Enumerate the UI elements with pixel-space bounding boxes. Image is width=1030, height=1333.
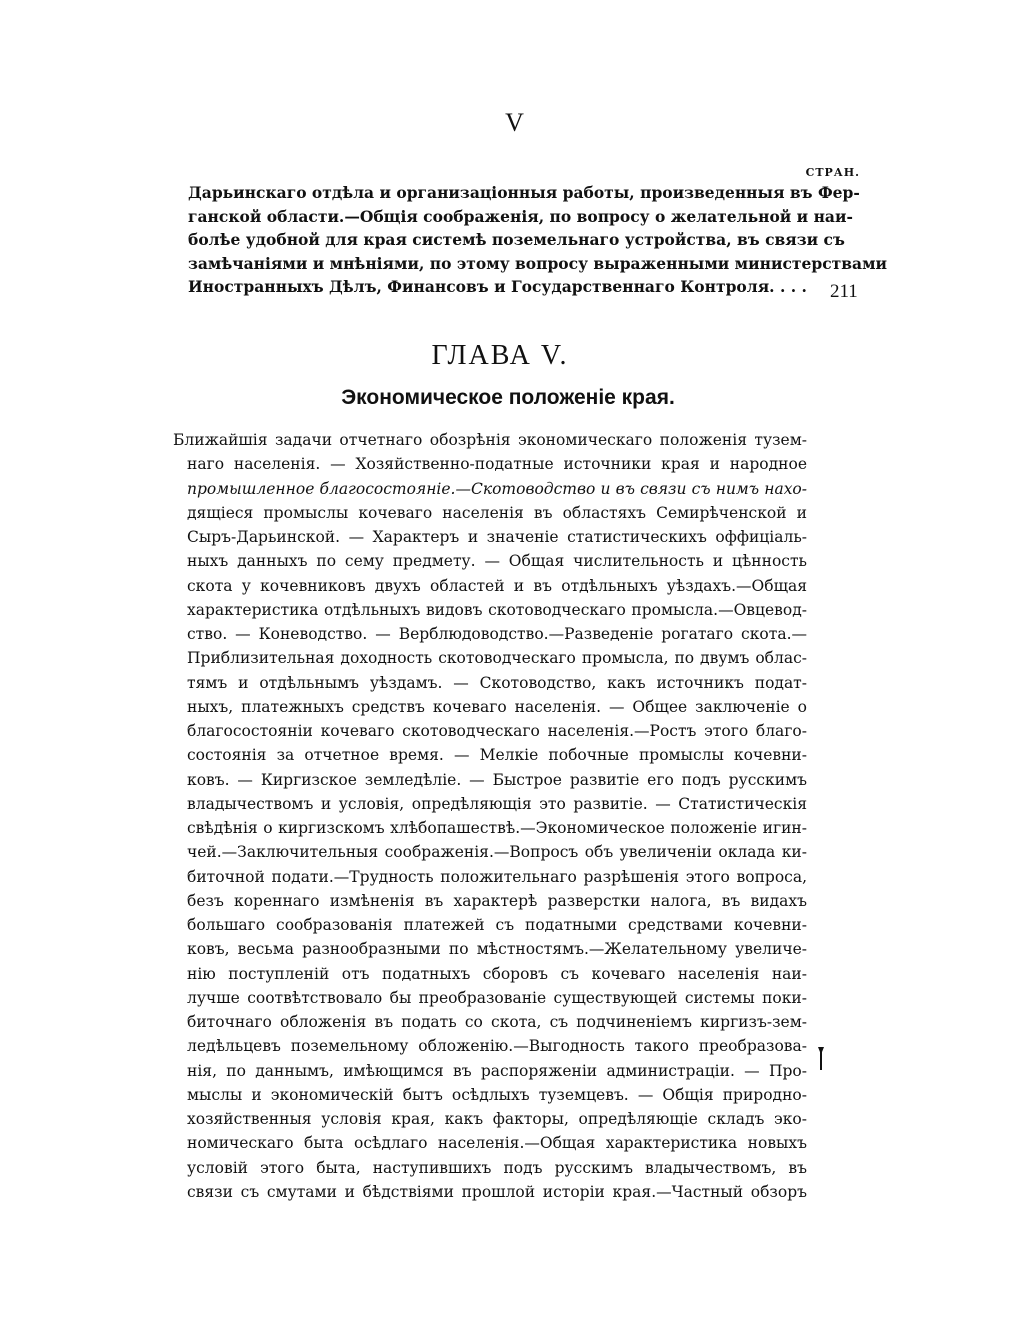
summary-line: ныхъ, платежныхъ средствъ кочеваго населенія. — Общее заключеніе о — [187, 697, 807, 716]
summary-line: безъ кореннаго измѣненія въ характерѣ разверстки налога, въ видахъ — [187, 891, 807, 910]
marginal-mark-icon — [816, 1044, 826, 1074]
chapter-title: ГЛАВА V. — [431, 340, 569, 371]
continued-entry-line: Иностранныхъ Дѣлъ, Финансовъ и Государственнаго Контроля. . . . — [188, 277, 807, 297]
summary-line: скота у кочевниковъ двухъ областей и въ отдѣльныхъ уѣздахъ.—Общая — [187, 576, 807, 595]
summary-line: нію поступленій отъ податныхъ сборовъ съ кочеваго населенія наи- — [187, 964, 807, 983]
continued-entry-line: Дарьинскаго отдѣла и организаціонныя работы, произведенныя въ Фер- — [188, 183, 860, 202]
summary-line: тямъ и отдѣльнымъ уѣздамъ. — Скотоводство, какъ источникъ подат- — [187, 673, 807, 692]
summary-line: наго населенія. — Хозяйственно-податные источники края и народное — [187, 455, 807, 474]
summary-line: условій этого быта, наступившихъ подъ русскимъ владычествомъ, въ — [187, 1158, 807, 1177]
summary-line: Приблизительная доходность скотоводческаго промысла, по двумъ облас- — [187, 649, 807, 668]
page-number: V — [505, 108, 525, 137]
summary-line: связи съ смутами и бѣдствіями прошлой исторіи края.—Частный обзоръ — [187, 1182, 807, 1201]
summary-line: владычествомъ и условія, опредѣляющія это развитіе. — Статистическія — [187, 794, 807, 813]
summary-line: состоянія за отчетное время. — Мелкіе побочные промыслы кочевни- — [187, 746, 807, 765]
summary-line: Ближайшія задачи отчетнаго обозрѣнія экономическаго положенія тузем- — [173, 431, 807, 449]
summary-line: биточной подати.—Трудность положительнаго разрѣшенія этого вопроса, — [187, 867, 807, 886]
summary-line: характеристика отдѣльныхъ видовъ скотоводческаго промысла.—Овцевод- — [187, 600, 807, 619]
column-header-pages: СТРАН. — [805, 166, 860, 179]
summary-line: биточнаго обложенія въ подать со скота, съ подчиненіемъ киргизъ-зем- — [187, 1013, 807, 1031]
summary-line: свѣдѣнія о киргизскомъ хлѣбопашествѣ.—Экономическое положеніе игин- — [187, 819, 807, 837]
continued-entry-line: ганской области.—Общія соображенія, по вопросу о желательной и наи- — [188, 206, 853, 226]
summary-line: мыслы и экономическій бытъ осѣдлыхъ туземцевъ. — Общія природно- — [187, 1085, 807, 1104]
summary-line: промышленное благосостояніе.—Скотоводство и въ связи съ нимъ нахо- — [187, 479, 807, 498]
summary-line: ныхъ данныхъ по сему предмету. — Общая числительность и цѣнность — [187, 552, 807, 571]
summary-line: Сыръ-Дарьинской. — Характеръ и значеніе статистическихъ оффиціаль- — [187, 528, 807, 546]
summary-line: номическаго быта осѣдлаго населенія.—Общая характеристика новыхъ — [187, 1134, 807, 1153]
summary-line: лучше соотвѣтствовало бы преобразованіе существующей системы поки- — [187, 988, 807, 1007]
summary-line: ледѣльцевъ поземельному обложенію.—Выгодность такого преобразова- — [187, 1037, 807, 1056]
summary-line: большаго сообразованія платежей съ податными средствами кочевни- — [187, 916, 807, 934]
continued-entry-line: болѣе удобной для края системѣ поземельнаго устройства, въ связи съ — [188, 230, 845, 250]
chapter-subtitle: Экономическое положеніе края. — [341, 386, 675, 409]
chapter-summary — [173, 428, 807, 1204]
entry-page-reference: 211 — [830, 281, 858, 302]
summary-line: ковъ, весьма разнообразными по мѣстностямъ.—Желательному увеличе- — [187, 940, 807, 959]
summary-line: нія, по даннымъ, имѣющимся въ распоряженіи администраціи. — Про- — [187, 1061, 807, 1080]
summary-line: хозяйственныя условія края, какъ факторы, опредѣляющіе складъ эко- — [187, 1110, 807, 1128]
summary-line: благосостояніи кочеваго скотоводческаго населенія.—Ростъ этого благо- — [187, 722, 807, 740]
summary-line: чей.—Заключительныя соображенія.—Вопросъ объ увеличеніи оклада ки- — [187, 843, 807, 862]
summary-line: ковъ. — Киргизское земледѣліе. — Быстрое развитіе его подъ русскимъ — [187, 770, 807, 789]
summary-line: дящіеся промыслы кочеваго населенія въ областяхъ Семирѣченской и — [187, 503, 807, 522]
continued-entry-line: замѣчаніями и мнѣніями, по этому вопросу выраженными министерствами — [188, 253, 888, 273]
summary-line: ство. — Коневодство. — Верблюдоводство.—Разведеніе рогатаго скота.— — [187, 625, 807, 643]
